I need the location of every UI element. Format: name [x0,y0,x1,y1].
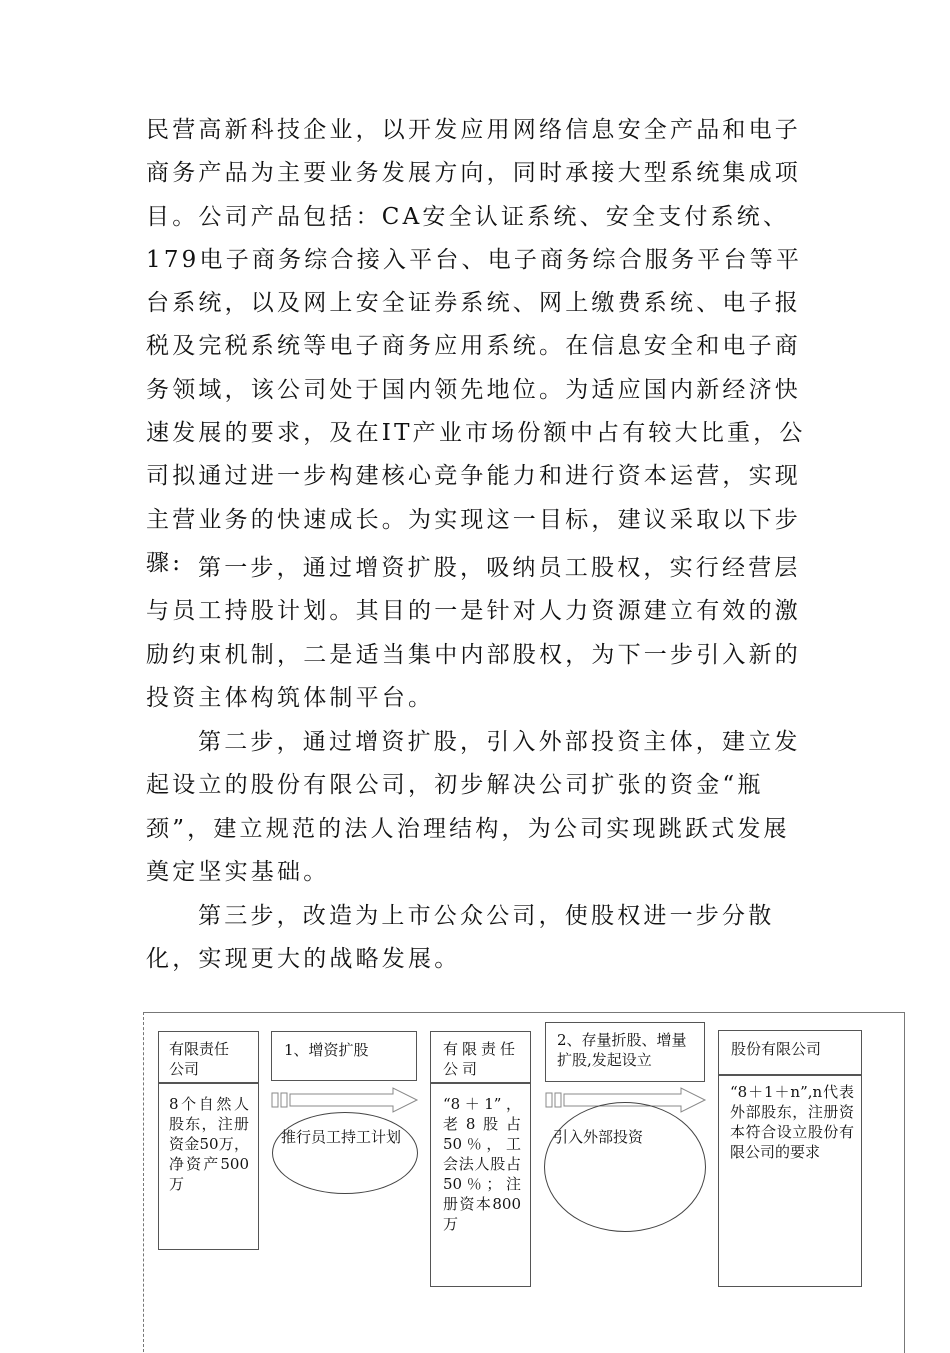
step2-label-box [545,1022,705,1082]
stage3-body-box [718,1075,862,1287]
paragraph-step-two: 第二步，通过增资扩股，引入外部投资主体，建立发起设立的股份有限公司，初步解决公司扩张的资金“瓶颈”，建立规范的法人治理结构，为公司实现跳跃式发展奠定坚实基础。 [146,729,801,885]
paragraph-step-three: 第三步，改造为上市公众公司，使股权进一步分散化，实现更大的战略发展。 [146,903,775,973]
stage1-title-box [158,1031,259,1083]
stage2-title: 有限责任公司 [443,1040,520,1078]
paragraph-intro: 民营高新科技企业，以开发应用网络信息安全产品和电子商务产品为主要业务发展方向，同时承接大型系统集成项目。公司产品包括：CA安全认证系统、安全支付系统、179电子商务综合接入平台、电子商务综合服务平台等平台系统，以及网上安全证券系统、网上缴费系统、电子报税及完税系统等电子商务应用系统。在信息安全和电子商务领域，该公司处于国内领先地位。为适应国内新经济快速发展的要求，及在IT产业市场份额中占有较大比重，公司拟通过进一步构建核心竞争能力和进行资本运营，实现主营业务的快速成长。为实现这一目标，建议采取以下步骤: [146,117,806,576]
step2-label: 2、存量折股、增量扩股,发起设立 [557,1031,687,1069]
stage2-title-box [430,1031,531,1083]
stage2-body: “8＋1”，老8股占50％，工会法人股占50％；注册资本800万 [443,1095,521,1233]
step1-label: 1、增资扩股 [284,1041,369,1059]
stage2-body-box [430,1083,531,1287]
step1-label-box [271,1031,417,1081]
step1-arrow-icon [271,1087,419,1115]
step1-ellipse-text: 推行员工持工计划 [281,1128,402,1146]
stage1-body: 8个自然人股东，注册资金50万，净资产500万 [169,1095,249,1193]
stage3-title: 股份有限公司 [731,1040,822,1058]
stage3-body: “8＋1＋n”,n代表外部股东，注册资本符合设立股份有限公司的要求 [730,1083,854,1161]
step1-ellipse [272,1112,418,1194]
stage3-title-box [718,1030,862,1075]
stage1-body-box [158,1083,259,1250]
diagram-frame-left-edge [143,1012,144,1352]
step2-ellipse-text: 引入外部投资 [553,1128,644,1146]
step2-ellipse [544,1102,706,1232]
stage1-title: 有限责任公司 [169,1040,230,1078]
paragraph-step-one: 第一步，通过增资扩股，吸纳员工股权，实行经营层与员工持股计划。其目的一是针对人力资源建立有效的激励约束机制，二是适当集中内部股权，为下一步引入新的投资主体构筑体制平台。 [146,555,801,711]
